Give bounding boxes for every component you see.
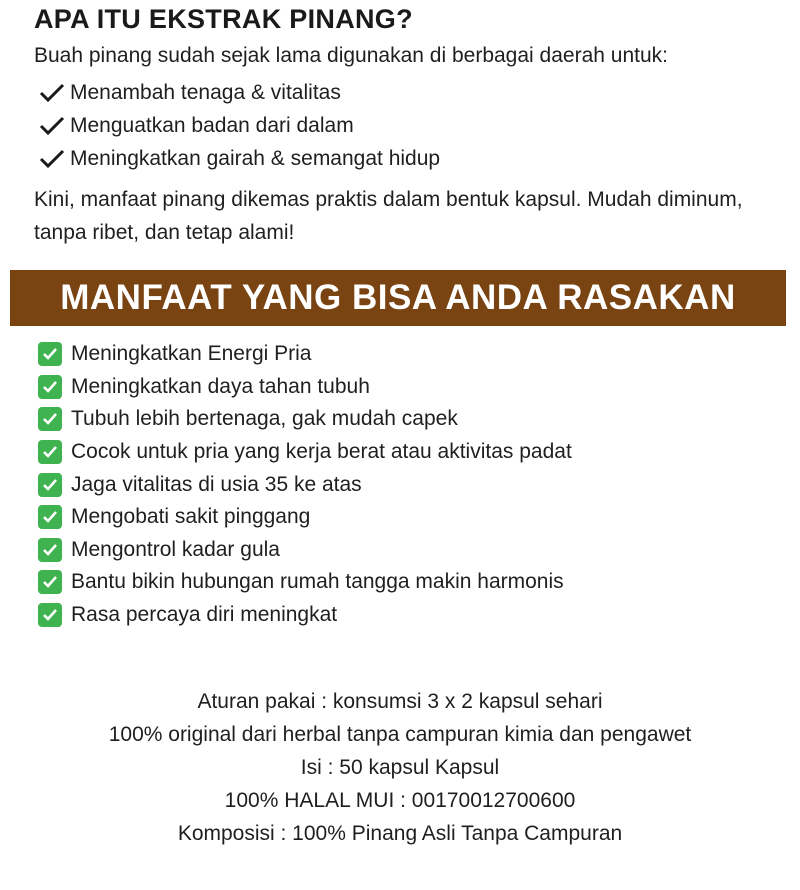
list-item — [38, 142, 440, 175]
check-icon — [38, 115, 66, 137]
uses-list — [38, 76, 440, 175]
banner-title: MANFAAT YANG BISA ANDA RASAKAN — [60, 278, 736, 317]
use-label: Menambah tenaga & vitalitas — [70, 80, 341, 104]
list-item — [38, 566, 572, 599]
product-info — [0, 685, 800, 850]
check-icon — [38, 82, 66, 104]
benefits-list — [38, 338, 572, 631]
check-icon — [38, 148, 66, 170]
green-check-box-icon — [38, 505, 62, 529]
benefit-label: Mengobati sakit pinggang — [71, 505, 311, 529]
benefit-label: Mengontrol kadar gula — [71, 537, 280, 561]
green-check-box-icon — [38, 342, 62, 366]
green-check-box-icon — [38, 570, 62, 594]
use-label: Menguatkan badan dari dalam — [70, 113, 354, 137]
benefit-label: Jaga vitalitas di usia 35 ke atas — [71, 472, 362, 496]
usage-instructions: Aturan pakai : konsumsi 3 x 2 kapsul sehari — [197, 690, 603, 713]
green-check-box-icon — [38, 375, 62, 399]
benefit-label: Meningkatkan Energi Pria — [71, 342, 312, 366]
page-title: APA ITU EKSTRAK PINANG? — [34, 4, 413, 34]
list-item — [38, 468, 572, 501]
use-label: Meningkatkan gairah & semangat hidup — [70, 146, 441, 170]
list-item — [38, 403, 572, 436]
intro-text: Buah pinang sudah sejak lama digunakan di berbagai daerah untuk: — [34, 44, 668, 67]
green-check-box-icon — [38, 407, 62, 431]
benefit-label: Meningkatkan daya tahan tubuh — [71, 374, 370, 398]
list-item — [38, 76, 440, 109]
description-paragraph: Kini, manfaat pinang dikemas praktis dalam bentuk kapsul. Mudah diminum, tanpa ribet, dan tetap alami! — [34, 188, 743, 244]
list-item — [38, 501, 572, 534]
benefit-label: Rasa percaya diri meningkat — [71, 603, 338, 627]
halal-certificate: 100% HALAL MUI : 00170012700600 — [224, 789, 576, 812]
contents-info: Isi : 50 kapsul Kapsul — [300, 756, 500, 779]
original-statement: 100% original dari herbal tanpa campuran kimia dan pengawet — [108, 723, 692, 746]
composition-info: Komposisi : 100% Pinang Asli Tanpa Campuran — [177, 822, 623, 845]
green-check-box-icon — [38, 538, 62, 562]
green-check-box-icon — [38, 473, 62, 497]
list-item — [38, 534, 572, 567]
green-check-box-icon — [38, 440, 62, 464]
list-item — [38, 109, 440, 142]
list-item — [38, 436, 572, 469]
benefit-label: Bantu bikin hubungan rumah tangga makin harmonis — [71, 570, 564, 594]
green-check-box-icon — [38, 603, 62, 627]
benefit-label: Tubuh lebih bertenaga, gak mudah capek — [71, 407, 458, 431]
list-item — [38, 338, 572, 371]
list-item — [38, 599, 572, 632]
benefit-label: Cocok untuk pria yang kerja berat atau aktivitas padat — [71, 440, 572, 464]
list-item — [38, 371, 572, 404]
benefits-banner — [10, 270, 786, 326]
